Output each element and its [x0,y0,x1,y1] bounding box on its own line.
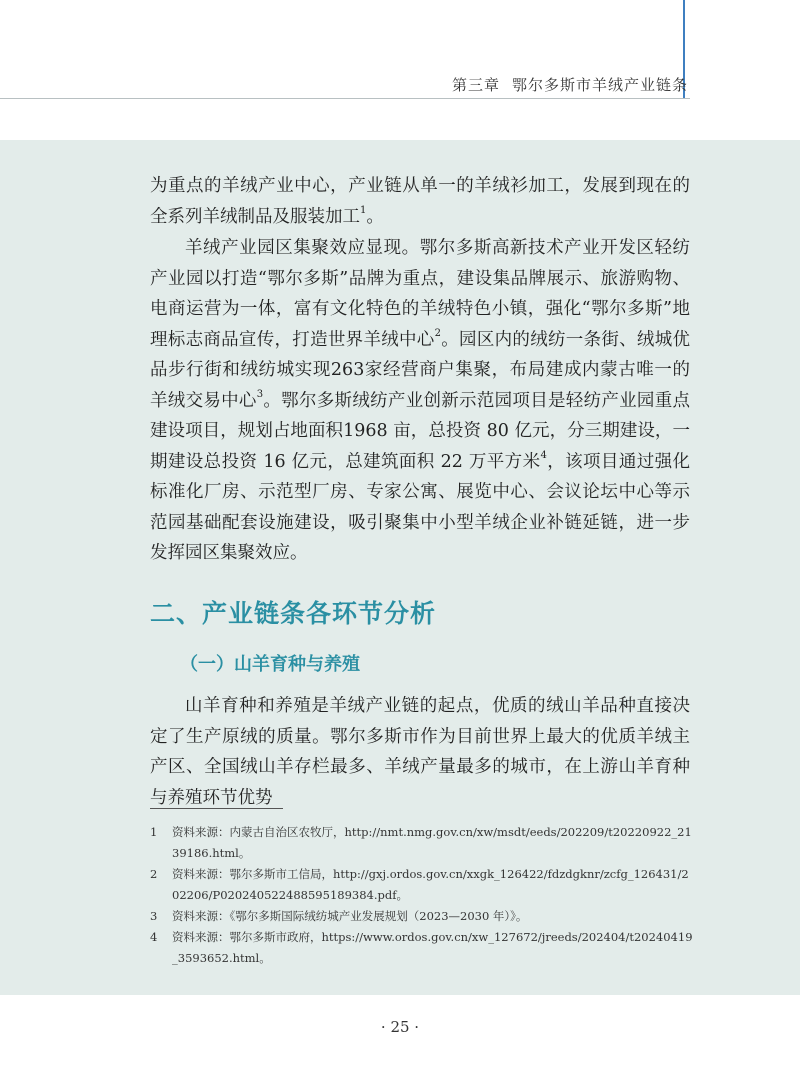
paragraph-2-text-a: 羊绒产业园区集聚效应显现。鄂尔多斯高新技术产业开发区轻纺产业园以打造“鄂尔多斯”品牌为重点，建设集品牌展示、旅游购物、电商运营为一体，富有文化特色的羊绒特色小镇，强化“鄂尔多斯”地理标志商品宣传，打造世界羊绒中心 [150,238,690,350]
section-heading: 二、产业链条各环节分析 [150,599,437,628]
chapter-title: 鄂尔多斯市羊绒产业链条 [511,76,688,94]
footnote-3 [150,906,695,927]
paragraph-3: 山羊育种和养殖是羊绒产业链的起点，优质的绒山羊品种直接决定了生产原绒的质量。鄂尔多斯市作为目前世界上最大的优质羊绒主产区、全国绒山羊存栏最多、羊绒产量最多的城市，在上游山羊育种与养殖环节优势 [150,696,690,808]
paragraph-2-text-b: 。园区内的绒纺一条街、绒城优品步行街和绒纺城实现263家经营商户集聚，布局建成内蒙古唯一的羊绒交易中心 [150,329,691,411]
paragraph-2-text-d: ，该项目通过强化标准化厂房、示范型厂房、专家公寓、展览中心、会议论坛中心等示范园基础配套设施建设，吸引聚集中小型羊绒企业补链延链，进一步发挥园区集聚效应。 [150,451,690,563]
footnote-1-text: 资料来源：内蒙古自治区农牧厅，http://nmt.nmg.gov.cn/xw/msdt/eeds/202209/t20220922_2139186.html。 [172,825,692,860]
paragraph-2 [150,233,690,569]
paragraph-1: 为重点的羊绒产业中心，产业链从单一的羊绒衫加工，发展到现在的全系列羊绒制品及服装加工$^1$。 [150,176,690,227]
page-number: · 25 · [380,1018,420,1036]
paragraph-2-text-c: 。鄂尔多斯绒纺产业创新示范园项目是轻纺产业园重点建设项目，规划占地面积1968 亩，总投资 80 亿元，分三期建设，一期建设总投资 16 亿元，总建筑面积 22 万平方米 [150,390,691,472]
footnote-ref-3[interactable]: 3 [256,388,264,400]
footnote-2-text: 资料来源：鄂尔多斯市工信局，http://gxj.ordos.gov.cn/xxgk_126422/fdzdgknr/zcfg_126431/202206/P020240522488595189384.pdf。 [172,867,689,902]
paragraph-1-text: 为重点的羊绒产业中心，产业链从单一的羊绒衫加工，发展到现在的全系列羊绒制品及服装加工 [150,176,690,227]
footnote-1 [150,822,695,864]
footnote-2 [150,864,695,906]
footnote-4 [150,927,695,969]
footnote-ref-1[interactable]: 1 [360,204,367,216]
footnote-1-number: 1 [150,825,158,839]
footnote-ref-4[interactable]: 4 [540,449,547,461]
subsection-heading: （一）山羊育种与养殖 [180,654,360,675]
footnote-3-text: 资料来源：《鄂尔多斯国际绒纺城产业发展规划（2023—2030 年）》。 [172,909,528,923]
footnote-3-number: 3 [150,909,158,923]
running-header [452,74,688,95]
footnote-ref-2[interactable]: 2 [434,327,441,339]
header-rule [0,98,690,99]
footnote-4-text: 资料来源：鄂尔多斯市政府，https://www.ordos.gov.cn/xw_127672/jreeds/202404/t20240419_3593652.html。 [172,930,693,965]
footnote-rule [150,808,283,809]
footnote-2-number: 2 [150,867,158,881]
chapter-label: 第三章 [451,76,500,94]
footnote-4-number: 4 [150,930,158,944]
page-header [0,0,800,140]
